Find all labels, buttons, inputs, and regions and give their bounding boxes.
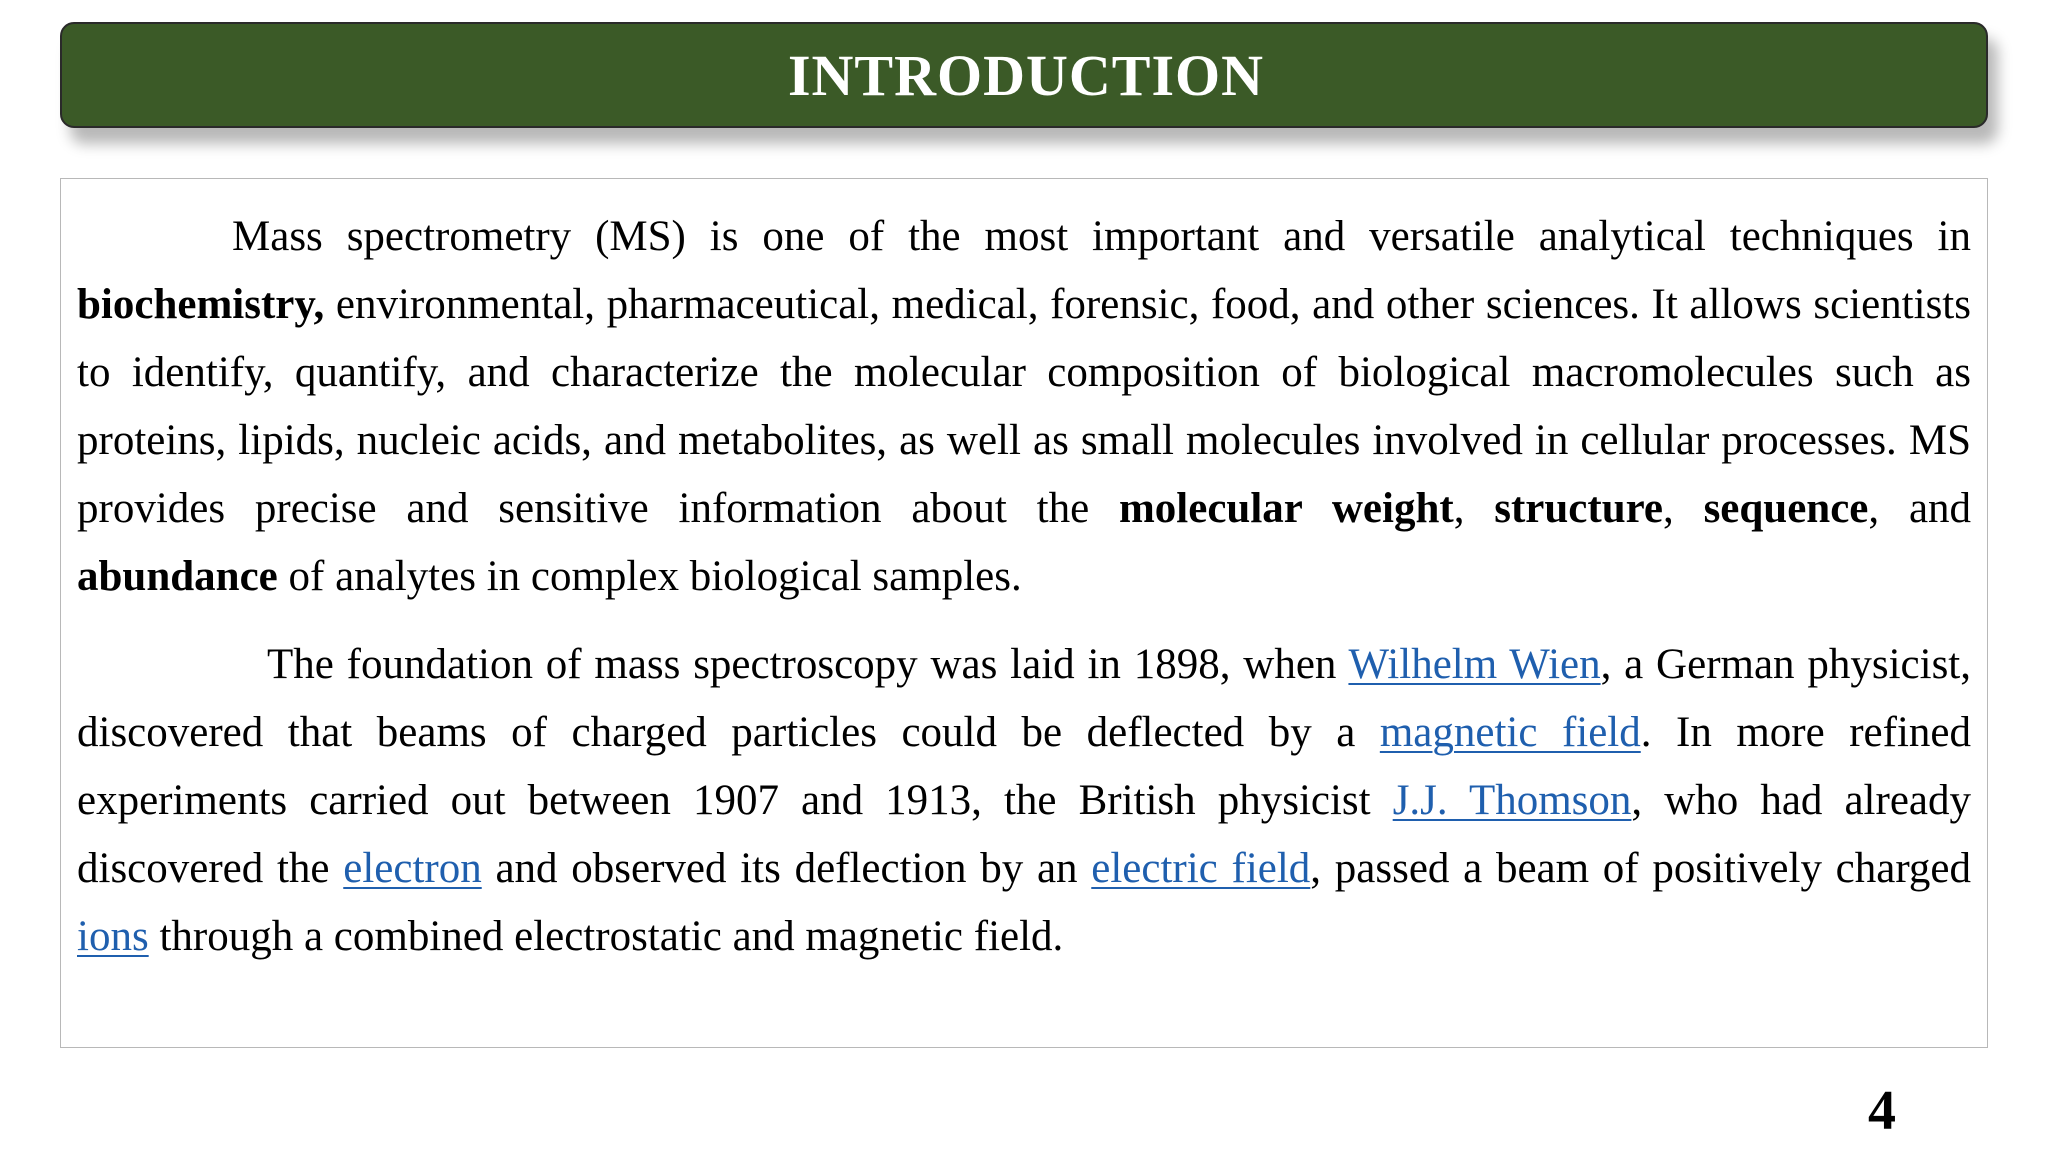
p1-text-6: of analytes in complex biological samples. [277,553,1022,600]
link-jj-thomson[interactable]: J.J. Thomson [1392,777,1632,824]
page-number: 4 [1868,1080,1896,1142]
p2-text-2: , a German physicist, discovered that beams of charged particles could be deflected by a [77,641,1971,756]
p1-text-2: environmental, pharmaceutical, medical, forensic, food, and other sciences. It allows scientists to identify, quantify, and characterize the molecular composition of biological macromolecules such as proteins, lipids, nucleic acids, and metabolites, as well as small molecules involved in cellular processes. MS provides precise and sensitive information about the [77,281,1971,532]
content-box [60,178,1988,1048]
p2-text-4: , who had already discovered the [77,777,1971,892]
p2-text-5: and observed its deflection by an [481,845,1092,892]
p2-text-3: . In more refined experiments carried out between 1907 and 1913, the British physicist [77,709,1971,824]
link-electric-field[interactable]: electric field [1091,845,1311,892]
p1-text-1: Mass spectrometry (MS) is one of the most important and versatile analytical techniques in [232,213,1971,260]
p2-text-7: through a combined electrostatic and magnetic field. [148,913,1064,960]
link-electron[interactable]: electron [343,845,482,892]
link-ions[interactable]: ions [77,913,149,960]
link-magnetic-field[interactable]: magnetic field [1379,709,1641,756]
paragraph-1 [77,203,1971,611]
paragraph-2 [77,631,1971,971]
p1-bold-biochemistry: biochemistry, [77,281,325,328]
title-banner [60,22,1988,128]
p2-text-1: The foundation of mass spectroscopy was laid in 1898, when [267,641,1349,688]
p1-bold-structure: structure [1494,485,1664,532]
page-title: INTRODUCTION [787,42,1265,108]
link-wilhelm-wien[interactable]: Wilhelm Wien [1348,641,1601,688]
p1-bold-abundance: abundance [77,553,278,600]
p1-text-5: , and [1868,485,1972,532]
p2-text-6: , passed a beam of positively charged [1310,845,1971,892]
p1-bold-sequence: sequence [1703,485,1869,532]
p1-bold-molecular-weight: molecular weight [1118,485,1454,532]
p1-text-3: , [1453,485,1495,532]
p1-text-4: , [1663,485,1704,532]
